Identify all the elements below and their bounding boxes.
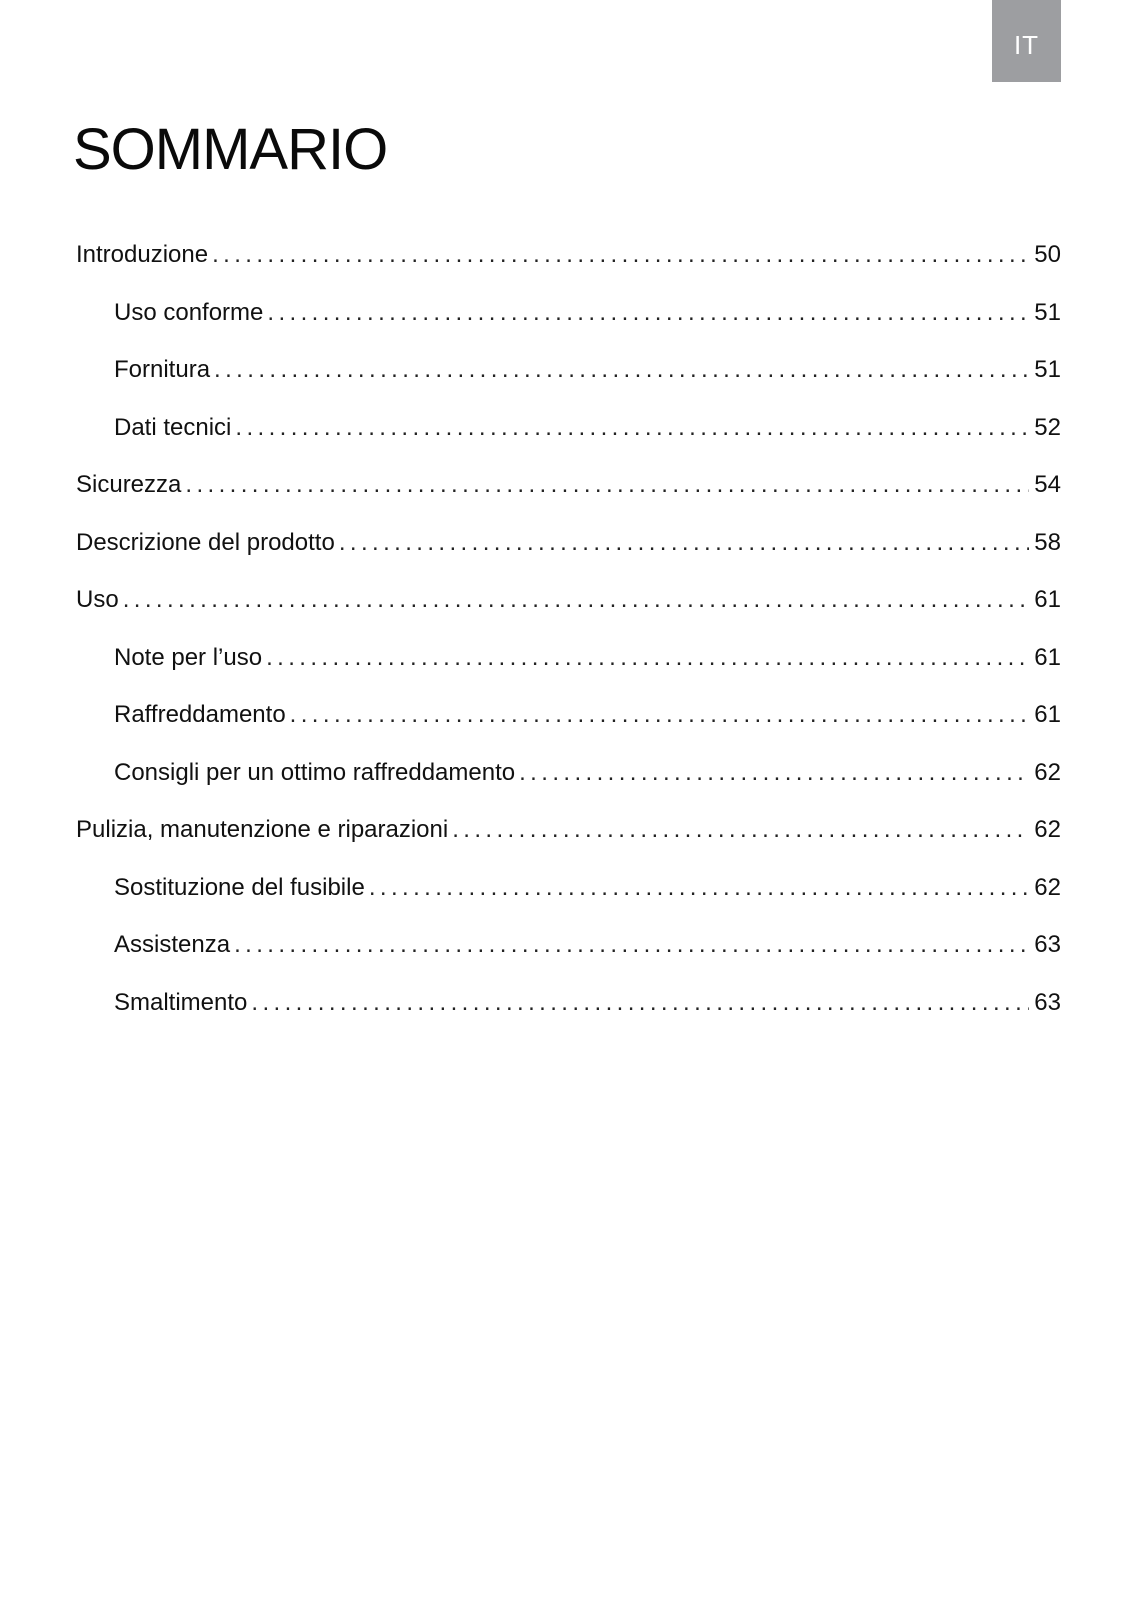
toc-entry-page-number: 62 — [1034, 873, 1061, 901]
toc-entry-label: Uso — [76, 586, 119, 613]
toc-entry-label: Note per l’uso — [114, 643, 263, 671]
language-tab: IT — [992, 0, 1061, 82]
dot-leader — [339, 528, 1029, 558]
toc-entry-page-number: 52 — [1034, 413, 1061, 441]
dot-leader — [185, 470, 1029, 500]
dot-leader — [369, 873, 1029, 903]
toc-entry-page-number: 63 — [1034, 931, 1061, 958]
table-of-contents — [76, 240, 1061, 1045]
toc-entry-label: Fornitura — [114, 356, 211, 383]
dot-leader — [519, 758, 1029, 788]
toc-entry-page-number: 51 — [1034, 298, 1061, 326]
toc-entry-label: Uso conforme — [114, 298, 264, 326]
dot-leader — [251, 988, 1029, 1018]
dot-leader — [452, 815, 1029, 845]
toc-entry-label: Smaltimento — [114, 988, 248, 1016]
toc-entry-raffreddamento[interactable] — [76, 700, 1061, 758]
toc-entry-page-number: 54 — [1034, 471, 1061, 498]
toc-entry-label: Sostituzione del fusibile — [114, 873, 365, 901]
page-title: SOMMARIO — [73, 117, 388, 182]
toc-entry-descrizione-del-prodotto[interactable] — [76, 528, 1061, 586]
toc-entry-fornitura[interactable] — [76, 355, 1061, 413]
toc-entry-page-number: 51 — [1034, 356, 1061, 383]
toc-entry-label: Pulizia, manutenzione e riparazioni — [76, 816, 449, 843]
toc-entry-label: Sicurezza — [76, 471, 182, 498]
toc-entry-uso-conforme[interactable] — [76, 298, 1061, 356]
toc-entry-page-number: 62 — [1034, 816, 1061, 843]
toc-entry-page-number: 63 — [1034, 988, 1061, 1016]
toc-entry-label: Consigli per un ottimo raffreddamento — [114, 758, 516, 786]
toc-entry-uso[interactable] — [76, 585, 1061, 643]
toc-entry-dati-tecnici[interactable] — [76, 413, 1061, 471]
dot-leader — [235, 413, 1029, 443]
dot-leader — [214, 355, 1029, 385]
toc-entry-sicurezza[interactable] — [76, 470, 1061, 528]
dot-leader — [234, 930, 1029, 960]
toc-entry-label: Dati tecnici — [114, 413, 232, 441]
toc-entry-sostituzione-fusibile[interactable] — [76, 873, 1061, 931]
dot-leader — [267, 298, 1029, 328]
dot-leader — [123, 585, 1029, 615]
toc-entry-consigli-raffreddamento[interactable] — [76, 758, 1061, 816]
toc-entry-label: Assistenza — [114, 931, 231, 958]
dot-leader — [290, 700, 1029, 730]
toc-entry-assistenza[interactable] — [76, 930, 1061, 988]
toc-entry-smaltimento[interactable] — [76, 988, 1061, 1046]
toc-entry-page-number: 62 — [1034, 758, 1061, 786]
toc-entry-label: Introduzione — [76, 241, 209, 268]
toc-entry-pulizia-manutenzione[interactable] — [76, 815, 1061, 873]
dot-leader — [266, 643, 1029, 673]
toc-entry-page-number: 61 — [1034, 643, 1061, 671]
toc-entry-page-number: 61 — [1034, 586, 1061, 613]
toc-entry-label: Raffreddamento — [114, 701, 286, 728]
toc-entry-introduzione[interactable] — [76, 240, 1061, 298]
toc-entry-page-number: 58 — [1034, 528, 1061, 556]
toc-entry-label: Descrizione del prodotto — [76, 528, 335, 556]
toc-entry-note-per-luso[interactable] — [76, 643, 1061, 701]
dot-leader — [212, 240, 1029, 270]
toc-entry-page-number: 50 — [1034, 241, 1061, 268]
toc-entry-page-number: 61 — [1034, 701, 1061, 728]
